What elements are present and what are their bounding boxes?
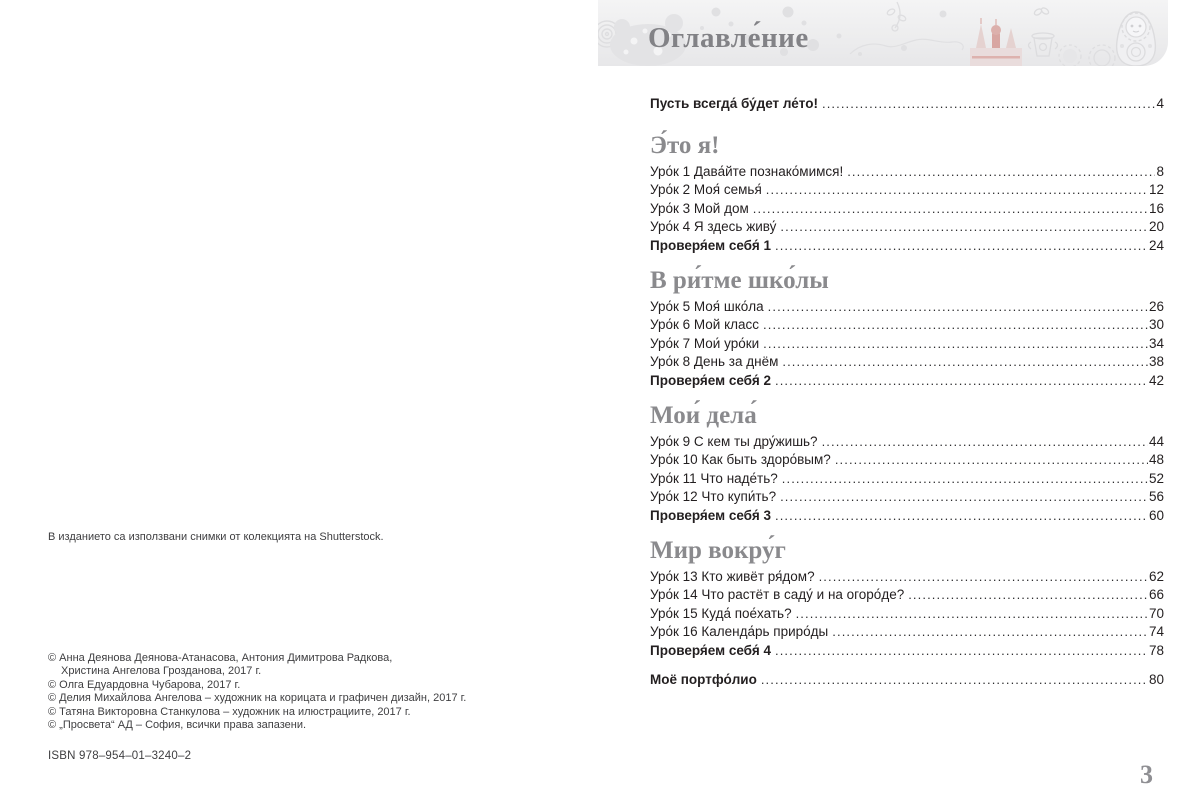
toc-entry-page: 56: [1148, 489, 1164, 505]
toc-entry: [650, 587, 1164, 606]
cathedral-icon: [970, 18, 1022, 66]
dotted-leader: [766, 182, 1148, 197]
page-number: 3: [1140, 760, 1153, 789]
toc-entry-label: Проверя́ем себя́ 3: [650, 507, 771, 523]
matryoshka-icon: [1117, 12, 1156, 66]
toc-section: [650, 263, 1164, 392]
dotted-leader: [782, 471, 1148, 486]
toc-entry-page: 8: [1156, 163, 1164, 179]
toc-entry-page: 80: [1148, 672, 1164, 688]
toc-entry-label: Проверя́ем себя́ 4: [650, 642, 771, 658]
toc-entry-page: 24: [1148, 237, 1164, 253]
toc-entry-page: 74: [1148, 624, 1164, 640]
toc-entry: [650, 238, 1164, 257]
toc-entry-page: 16: [1148, 200, 1164, 216]
section-title: В ри́тме шко́лы: [650, 266, 829, 294]
toc-entry: [650, 201, 1164, 220]
toc-entry: [650, 569, 1164, 588]
toc-entry-page: 62: [1148, 568, 1164, 584]
dotted-leader: [763, 317, 1148, 332]
dotted-leader: [822, 96, 1156, 111]
dotted-leader: [832, 624, 1148, 639]
dotted-leader: [753, 201, 1148, 216]
toc-entry-label: Уро́к 6 Мой класс: [650, 317, 760, 333]
dotted-leader: [847, 164, 1155, 179]
toc-entry-label: Уро́к 2 Моя́ семья́: [650, 182, 762, 198]
toc-entry: [650, 219, 1164, 238]
toc-entry-label: Проверя́ем себя́ 1: [650, 237, 771, 253]
toc-entry: [650, 434, 1164, 453]
copyright-line: Христина Ангелова Грозданова, 2017 г.: [61, 665, 262, 678]
dotted-leader: [775, 373, 1148, 388]
toc-entry: [650, 452, 1164, 471]
isbn: ISBN 978–954–01–3240–2: [48, 750, 192, 762]
toc-entry: [650, 672, 1164, 691]
dotted-leader: [775, 508, 1148, 523]
dotted-leader: [775, 238, 1148, 253]
toc-entry-page: 26: [1148, 298, 1164, 314]
samovar-icon: [1029, 7, 1058, 56]
toc-entry-label: Уро́к 16 Календа́рь приро́ды: [650, 624, 829, 640]
toc-entry: [650, 354, 1164, 373]
toc-entry-label: Уро́к 7 Мои́ уро́ки: [650, 335, 760, 351]
toc-entry-page: 20: [1148, 219, 1164, 235]
photo-credits-note: В изданието са използвани снимки от колекцията на Shutterstock.: [48, 531, 384, 543]
toc-entry-label: Пусть всегда́ бу́дет ле́то!: [650, 96, 818, 111]
toc-section: [650, 398, 1164, 527]
header-banner: [598, 0, 1168, 66]
toc-entry: [650, 317, 1164, 336]
copyright-block: [48, 652, 466, 732]
dotted-leader: [796, 606, 1148, 621]
toc-entry: [650, 643, 1164, 662]
dotted-leader: [780, 489, 1148, 504]
section-title: Мои́ дела́: [650, 401, 757, 429]
dotted-leader: [768, 299, 1148, 314]
toc-entry-page: 60: [1148, 507, 1164, 523]
toc-entry-page: 34: [1148, 335, 1164, 351]
table-of-contents: [650, 96, 1164, 691]
toc-entry-label: Моё портфо́лио: [650, 672, 757, 688]
toc-entry-page: 52: [1148, 470, 1164, 486]
dotted-leader: [782, 354, 1148, 369]
copyright-line: © Делия Михайлова Ангелова – художник на корицата и графичен дизайн, 2017 г.: [48, 692, 467, 705]
toc-entry-label: Уро́к 10 Как быть здоро́вым?: [650, 452, 831, 468]
toc-entry: [650, 489, 1164, 508]
dotted-leader: [780, 219, 1148, 234]
toc-section: [650, 533, 1164, 662]
toc-entry: [650, 606, 1164, 625]
floral-sprig-icon: [886, 2, 906, 31]
toc-entry: [650, 96, 1164, 115]
section-title: Э́то я!: [650, 131, 720, 159]
dotted-leader: [822, 434, 1148, 449]
toc-entry: [650, 373, 1164, 392]
dotted-leader: [819, 569, 1148, 584]
toc-entry: [650, 182, 1164, 201]
toc-entry-label: Уро́к 15 Куда́ пое́хать?: [650, 605, 792, 621]
dotted-leader: [775, 643, 1148, 658]
toc-entry-page: 38: [1148, 354, 1164, 370]
dotted-leader: [835, 452, 1148, 467]
toc-entry-page: 42: [1148, 372, 1164, 388]
toc-entry-page: 78: [1148, 642, 1164, 658]
copyright-line: © „Просвета“ АД – София, всички права запазени.: [48, 719, 307, 732]
toc-entry-label: Уро́к 8 День за днём: [650, 354, 779, 370]
toc-entry-label: Уро́к 4 Я здесь живу́: [650, 219, 777, 235]
toc-entry-label: Уро́к 5 Моя́ шко́ла: [650, 298, 764, 314]
toc-entry-label: Уро́к 3 Мой дом: [650, 200, 749, 216]
toc-entry-label: Уро́к 1 Дава́йте познако́мимся!: [650, 163, 844, 179]
page-title: Оглавле́ние: [648, 22, 809, 54]
copyright-line: © Татяна Викторовна Станкулова – художник на илюстрациите, 2017 г.: [48, 705, 411, 718]
toc-entry-label: Уро́к 11 Что наде́ть?: [650, 470, 778, 486]
toc-entry: [650, 508, 1164, 527]
dotted-leader: [763, 336, 1148, 351]
toc-entry-page: 48: [1148, 452, 1164, 468]
toc-entry-label: Уро́к 9 С кем ты дру́жишь?: [650, 433, 818, 449]
toc-entry: [650, 336, 1164, 355]
toc-entry-page: 66: [1148, 587, 1164, 603]
toc-entry-label: Проверя́ем себя́ 2: [650, 372, 771, 388]
toc-entry-label: Уро́к 13 Кто живёт ря́дом?: [650, 568, 815, 584]
section-title: Мир вокру́г: [650, 536, 786, 564]
toc-entry-page: 12: [1148, 182, 1164, 198]
toc-entry: [650, 164, 1164, 183]
toc-entry-label: Уро́к 12 Что купи́ть?: [650, 489, 777, 505]
copyright-line: © Анна Деянова Деянова-Атанасова, Антония Димитрова Радкова,: [48, 652, 393, 664]
toc-entry: [650, 624, 1164, 643]
toc-entry-page: 4: [1156, 96, 1164, 111]
toc-entry-page: 44: [1148, 433, 1164, 449]
sunflower-icon: [1059, 45, 1115, 66]
toc-entry-page: 70: [1148, 605, 1164, 621]
toc-entry-page: 30: [1148, 317, 1164, 333]
toc-entry: [650, 299, 1164, 318]
toc-section: [650, 128, 1164, 257]
copyright-line: © Олга Едуардовна Чубарова, 2017 г.: [48, 678, 241, 691]
dotted-leader: [908, 587, 1148, 602]
dotted-leader: [761, 672, 1148, 687]
toc-entry: [650, 471, 1164, 490]
toc-entry-label: Уро́к 14 Что растёт в саду́ и на огоро́де?: [650, 587, 905, 603]
